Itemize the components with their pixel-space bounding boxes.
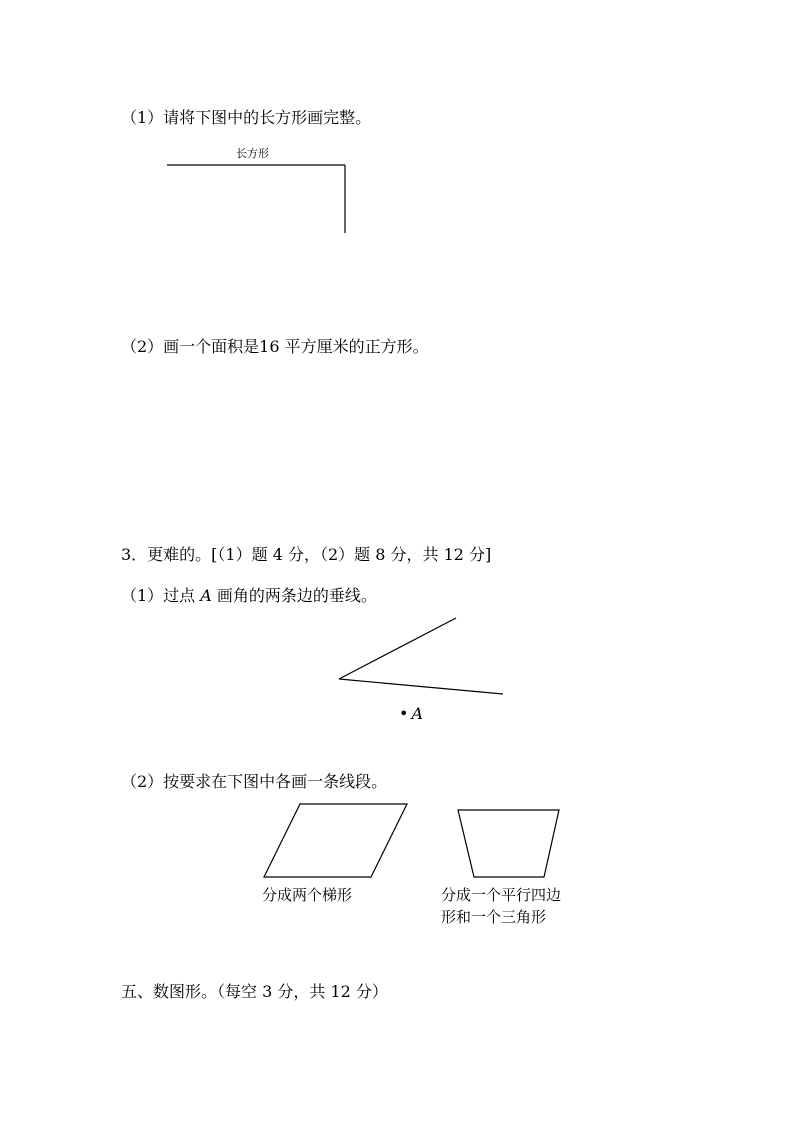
parallelogram-shape (264, 804, 407, 877)
trapezoid-caption-line2: 形和一个三角形 (441, 908, 547, 926)
q3-part1-text-after: 画角的两条边的垂线。 (211, 586, 377, 605)
q2-part2-instruction: （2）画一个面积是16 平方厘米的正方形。 (121, 337, 429, 356)
q3-part2-instruction: （2）按要求在下图中各画一条线段。 (121, 772, 388, 791)
parallelogram-caption: 分成两个梯形 (262, 886, 353, 904)
section5-heading: 五、数图形。（每空 3 分，共 12 分） (121, 982, 388, 1001)
q3-part1-point-variable: A (200, 586, 212, 605)
point-a-label: A (411, 704, 423, 723)
q2-part1-instruction: （1）请将下图中的长方形画完整。 (121, 108, 372, 127)
q3-heading: 3．更难的。[（1）题 4 分，（2）题 8 分，共 12 分] (121, 545, 492, 564)
trapezoid-shape (458, 810, 559, 877)
trapezoid-caption-line1: 分成一个平行四边 (441, 886, 562, 904)
q3-part1-text-before: （1）过点 (121, 586, 201, 605)
rectangle-label: 长方形 (236, 147, 269, 160)
point-a-dot: • (399, 704, 409, 723)
